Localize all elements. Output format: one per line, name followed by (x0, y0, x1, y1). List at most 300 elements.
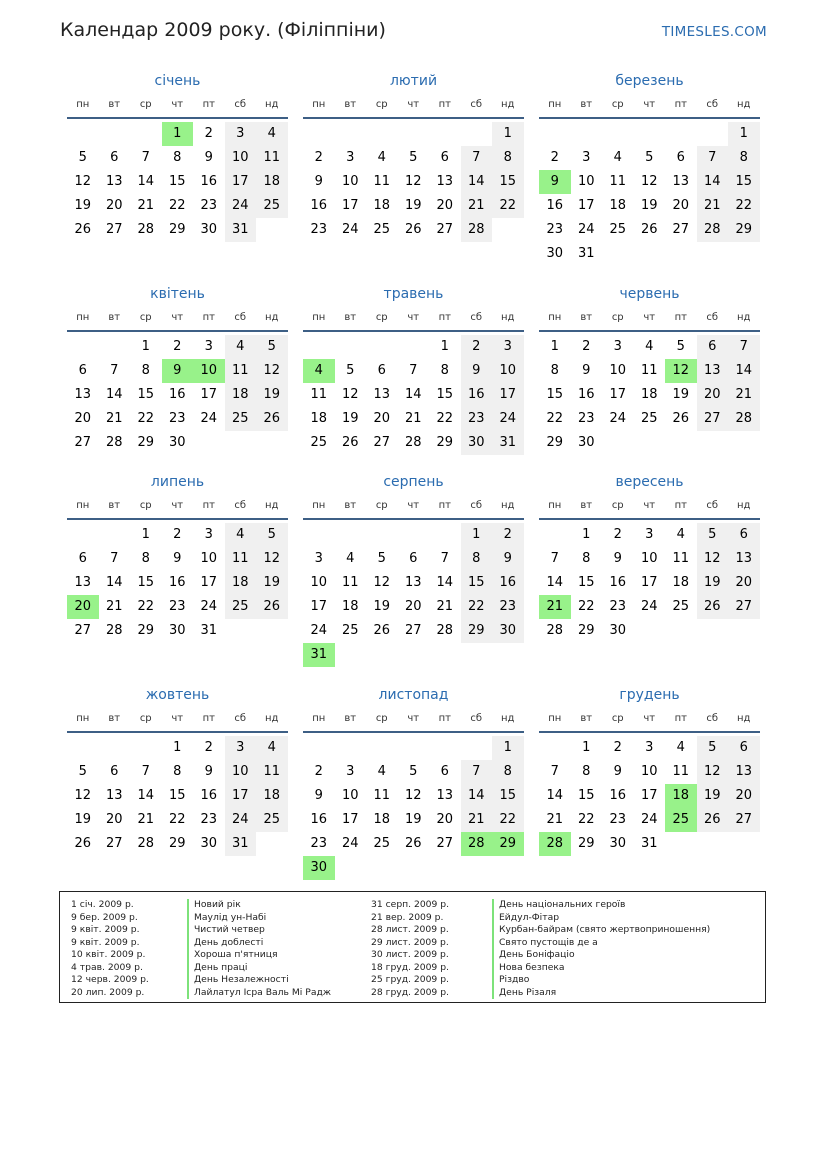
day-cell: 20 (697, 383, 729, 407)
month-name: жовтень (145, 687, 210, 703)
day-cell: 23 (310, 836, 328, 851)
legend-date: 4 трав. 2009 р. (71, 961, 143, 973)
day-cell: 9 (204, 150, 213, 165)
day-cell: 26 (697, 595, 729, 619)
day-cell: 17 (341, 812, 359, 827)
holiday-day-cell: 31 (303, 643, 335, 667)
weekday-label: пн (548, 312, 562, 323)
day-cell: 10 (200, 551, 218, 566)
day-cell: 7 (409, 363, 418, 378)
day-cell: 12 (373, 575, 391, 590)
day-cell: 4 (256, 736, 288, 760)
day-cell: 11 (640, 363, 658, 378)
day-cell: 4 (256, 122, 288, 146)
day-cell: 20 (404, 599, 422, 614)
day-cell: 17 (225, 784, 257, 808)
day-cell: 25 (373, 222, 391, 237)
day-cell: 12 (256, 359, 288, 383)
day-cell: 14 (436, 575, 454, 590)
weekday-label: чт (171, 312, 184, 323)
legend-holiday-name: Свято пустощів де а (492, 937, 710, 950)
weekday-label: чт (407, 312, 420, 323)
weekday-label: чт (643, 312, 656, 323)
legend-holiday-name: День Незалежності (187, 974, 331, 987)
day-cell: 8 (492, 146, 524, 170)
weekday-label: нд (737, 500, 751, 511)
month-8 (303, 474, 524, 662)
day-cell: 29 (168, 836, 186, 851)
day-cell: 30 (577, 435, 595, 450)
day-cell: 31 (225, 832, 257, 856)
legend-holiday-name: День Боніфаціо (492, 949, 710, 962)
day-cell: 30 (609, 623, 627, 638)
weekday-label: вт (344, 99, 357, 110)
day-cell: 27 (373, 435, 391, 450)
day-cell: 13 (728, 760, 760, 784)
day-cell: 1 (141, 339, 150, 354)
day-cell: 13 (74, 387, 92, 402)
month-name: листопад (378, 687, 449, 703)
header-rule (67, 330, 288, 332)
day-cell: 17 (577, 198, 595, 213)
month-1 (67, 73, 288, 237)
day-cell: 5 (256, 335, 288, 359)
day-cell: 12 (256, 547, 288, 571)
weekday-label: пн (76, 99, 90, 110)
legend-date: 9 бер. 2009 р. (71, 911, 138, 923)
weekday-header (539, 312, 760, 326)
day-cell: 4 (676, 527, 685, 542)
legend-holiday-name: Хороша п'ятниця (187, 949, 331, 962)
day-cell: 24 (341, 222, 359, 237)
legend-date: 9 квіт. 2009 р. (71, 924, 140, 935)
legend-date: 31 серп. 2009 р. (371, 899, 450, 910)
legend-holiday-name: Нова безпека (492, 962, 710, 975)
day-cell: 9 (461, 359, 493, 383)
day-cell: 2 (204, 740, 213, 755)
day-cell: 24 (577, 222, 595, 237)
day-cell: 2 (492, 523, 524, 547)
header-rule (303, 518, 524, 520)
header-rule (67, 731, 288, 733)
weekday-label: вт (108, 713, 121, 724)
day-cell: 17 (225, 170, 257, 194)
day-cell: 13 (672, 174, 690, 189)
day-cell: 16 (461, 383, 493, 407)
day-cell: 12 (404, 174, 422, 189)
day-cell: 29 (436, 435, 454, 450)
day-cell: 7 (550, 764, 559, 779)
weekday-label: пн (76, 713, 90, 724)
day-cell: 2 (613, 527, 622, 542)
weekday-label: сб (234, 312, 247, 323)
weekday-label: сб (470, 713, 483, 724)
day-cell: 8 (492, 760, 524, 784)
day-cell: 30 (200, 222, 218, 237)
day-cell: 7 (110, 363, 119, 378)
day-cell: 4 (645, 339, 654, 354)
day-cell: 7 (141, 764, 150, 779)
day-cell: 28 (137, 222, 155, 237)
weekday-label: ср (611, 713, 624, 724)
weekday-label: вт (580, 713, 593, 724)
weekday-label: пт (674, 500, 687, 511)
day-cell: 30 (609, 836, 627, 851)
day-cell: 21 (461, 808, 493, 832)
day-cell: 3 (492, 335, 524, 359)
day-cell: 23 (609, 599, 627, 614)
day-cell: 23 (310, 222, 328, 237)
holiday-day-cell: 28 (539, 832, 571, 856)
day-cell: 24 (310, 623, 328, 638)
header-rule (303, 330, 524, 332)
day-cell: 24 (609, 411, 627, 426)
legend-holiday-name: Лайлатул Ісра Валь Мі Радж (187, 987, 331, 1000)
weekday-label: сб (234, 99, 247, 110)
holiday-day-cell: 12 (665, 359, 697, 383)
day-cell: 9 (314, 174, 323, 189)
day-cell: 14 (546, 788, 564, 803)
day-cell: 16 (609, 788, 627, 803)
day-cell: 24 (225, 194, 257, 218)
weekday-label: пн (548, 713, 562, 724)
day-cell: 15 (577, 575, 595, 590)
day-cell: 28 (461, 218, 493, 242)
day-cell: 8 (141, 551, 150, 566)
legend-names-left (187, 899, 331, 999)
day-cell: 6 (676, 150, 685, 165)
day-cell: 9 (204, 764, 213, 779)
day-cell: 27 (74, 623, 92, 638)
day-cell: 29 (137, 435, 155, 450)
day-cell: 19 (74, 198, 92, 213)
day-cell: 26 (404, 836, 422, 851)
day-cell: 10 (640, 551, 658, 566)
day-cell: 16 (577, 387, 595, 402)
day-cell: 8 (141, 363, 150, 378)
holiday-day-cell: 29 (492, 832, 524, 856)
legend-date: 12 черв. 2009 р. (71, 974, 149, 985)
day-cell: 11 (225, 359, 257, 383)
day-cell: 14 (461, 784, 493, 808)
day-cell: 17 (341, 198, 359, 213)
day-cell: 14 (697, 170, 729, 194)
month-name: березень (615, 73, 684, 89)
day-cell: 16 (168, 575, 186, 590)
day-cell: 22 (137, 411, 155, 426)
day-cell: 27 (105, 222, 123, 237)
day-cell: 6 (78, 551, 87, 566)
day-cell: 15 (461, 571, 493, 595)
day-cell: 5 (377, 551, 386, 566)
day-cell: 21 (137, 198, 155, 213)
weekday-label: нд (737, 713, 751, 724)
day-cell: 3 (204, 527, 213, 542)
month-11 (303, 687, 524, 875)
day-cell: 23 (168, 411, 186, 426)
day-cell: 2 (613, 740, 622, 755)
day-cell: 23 (492, 595, 524, 619)
day-cell: 10 (609, 363, 627, 378)
day-cell: 20 (672, 198, 690, 213)
day-cell: 16 (310, 812, 328, 827)
day-cell: 16 (546, 198, 564, 213)
weekday-label: чт (407, 99, 420, 110)
day-cell: 30 (168, 623, 186, 638)
day-cell: 1 (440, 339, 449, 354)
weekday-label: чт (171, 500, 184, 511)
weekday-label: пн (76, 312, 90, 323)
day-cell: 8 (173, 150, 182, 165)
day-cell: 20 (105, 198, 123, 213)
day-cell: 27 (404, 623, 422, 638)
legend-holiday-name: Різдво (492, 974, 710, 987)
weekday-header (303, 312, 524, 326)
day-cell: 3 (346, 764, 355, 779)
month-9 (539, 474, 760, 638)
day-cell: 19 (256, 383, 288, 407)
holiday-day-cell: 25 (665, 808, 697, 832)
day-cell: 23 (577, 411, 595, 426)
day-cell: 16 (609, 575, 627, 590)
day-cell: 9 (492, 547, 524, 571)
day-cell: 11 (310, 387, 328, 402)
weekday-header (67, 500, 288, 514)
day-cell: 26 (373, 623, 391, 638)
day-cell: 23 (609, 812, 627, 827)
month-name: липень (150, 474, 205, 490)
day-cell: 6 (78, 363, 87, 378)
legend-names-right (492, 899, 710, 999)
day-cell: 15 (436, 387, 454, 402)
day-cell: 19 (74, 812, 92, 827)
day-cell: 21 (105, 411, 123, 426)
weekday-label: ср (611, 99, 624, 110)
day-cell: 13 (436, 788, 454, 803)
day-cell: 28 (697, 218, 729, 242)
weekday-label: ср (375, 99, 388, 110)
weekday-label: пн (76, 500, 90, 511)
day-cell: 16 (168, 387, 186, 402)
day-cell: 13 (436, 174, 454, 189)
day-cell: 20 (74, 411, 92, 426)
day-cell: 15 (492, 170, 524, 194)
month-name: вересень (615, 474, 684, 490)
day-cell: 20 (373, 411, 391, 426)
day-cell: 14 (137, 788, 155, 803)
header-rule (539, 117, 760, 119)
day-cell: 16 (310, 198, 328, 213)
day-cell: 15 (728, 170, 760, 194)
day-cell: 24 (341, 836, 359, 851)
day-cell: 23 (461, 407, 493, 431)
weekday-label: нд (501, 312, 515, 323)
day-cell: 17 (640, 575, 658, 590)
legend-date: 28 лист. 2009 р. (371, 924, 449, 935)
day-cell: 12 (697, 547, 729, 571)
day-cell: 31 (577, 246, 595, 261)
day-cell: 1 (492, 122, 524, 146)
day-cell: 6 (697, 335, 729, 359)
legend-holiday-name: Курбан-байрам (свято жертвоприношення) (492, 924, 710, 937)
day-cell: 26 (404, 222, 422, 237)
month-name: грудень (619, 687, 680, 703)
day-cell: 22 (546, 411, 564, 426)
day-cell: 5 (697, 736, 729, 760)
weekday-label: пт (202, 99, 215, 110)
weekday-header (303, 713, 524, 727)
weekday-label: сб (234, 713, 247, 724)
day-cell: 11 (341, 575, 359, 590)
day-cell: 22 (168, 198, 186, 213)
day-cell: 13 (404, 575, 422, 590)
day-cell: 31 (492, 431, 524, 455)
weekday-header (67, 99, 288, 113)
day-cell: 10 (341, 788, 359, 803)
weekday-label: сб (234, 500, 247, 511)
weekday-label: сб (706, 500, 719, 511)
weekday-label: сб (470, 500, 483, 511)
day-cell: 14 (105, 575, 123, 590)
day-cell: 28 (436, 623, 454, 638)
weekday-label: пт (202, 500, 215, 511)
day-cell: 24 (640, 812, 658, 827)
month-name: лютий (389, 73, 438, 89)
day-cell: 7 (461, 146, 493, 170)
day-cell: 2 (314, 764, 323, 779)
header-rule (67, 518, 288, 520)
weekday-label: вт (580, 312, 593, 323)
day-cell: 3 (225, 736, 257, 760)
weekday-label: сб (706, 312, 719, 323)
day-cell: 26 (256, 595, 288, 619)
day-cell: 30 (200, 836, 218, 851)
weekday-label: чт (643, 713, 656, 724)
day-cell: 3 (645, 740, 654, 755)
day-cell: 20 (728, 784, 760, 808)
weekday-label: нд (737, 312, 751, 323)
day-cell: 13 (697, 359, 729, 383)
weekday-label: пн (548, 500, 562, 511)
weekday-label: нд (265, 500, 279, 511)
day-cell: 18 (225, 571, 257, 595)
day-cell: 28 (105, 623, 123, 638)
day-cell: 28 (404, 435, 422, 450)
weekday-label: пн (312, 500, 326, 511)
day-cell: 19 (697, 571, 729, 595)
month-2 (303, 73, 524, 237)
header-rule (67, 117, 288, 119)
day-cell: 29 (577, 836, 595, 851)
header-rule (539, 330, 760, 332)
day-cell: 26 (640, 222, 658, 237)
day-cell: 26 (256, 407, 288, 431)
day-cell: 24 (640, 599, 658, 614)
legend-dates-right (371, 899, 449, 999)
day-cell: 6 (110, 150, 119, 165)
day-cell: 18 (672, 575, 690, 590)
day-cell: 6 (728, 736, 760, 760)
day-cell: 22 (137, 599, 155, 614)
weekday-label: пн (548, 99, 562, 110)
day-cell: 8 (728, 146, 760, 170)
day-cell: 22 (577, 599, 595, 614)
header-rule (303, 117, 524, 119)
day-cell: 23 (200, 812, 218, 827)
day-cell: 7 (550, 551, 559, 566)
day-cell: 24 (225, 808, 257, 832)
holiday-day-cell: 1 (162, 122, 194, 146)
day-cell: 2 (314, 150, 323, 165)
day-cell: 2 (550, 150, 559, 165)
day-cell: 11 (672, 764, 690, 779)
day-cell: 19 (640, 198, 658, 213)
day-cell: 6 (440, 150, 449, 165)
day-cell: 15 (492, 784, 524, 808)
weekday-label: вт (580, 500, 593, 511)
holiday-day-cell: 4 (303, 359, 335, 383)
day-cell: 21 (697, 194, 729, 218)
day-cell: 29 (461, 619, 493, 643)
day-cell: 28 (546, 623, 564, 638)
day-cell: 19 (373, 599, 391, 614)
day-cell: 3 (645, 527, 654, 542)
weekday-label: ср (375, 500, 388, 511)
day-cell: 27 (672, 222, 690, 237)
day-cell: 22 (492, 194, 524, 218)
day-cell: 9 (314, 788, 323, 803)
day-cell: 15 (137, 575, 155, 590)
day-cell: 13 (373, 387, 391, 402)
day-cell: 27 (697, 407, 729, 431)
weekday-header (67, 713, 288, 727)
day-cell: 19 (341, 411, 359, 426)
day-cell: 14 (137, 174, 155, 189)
weekday-label: сб (470, 99, 483, 110)
day-cell: 3 (582, 150, 591, 165)
day-cell: 18 (341, 599, 359, 614)
day-cell: 5 (78, 764, 87, 779)
weekday-label: вт (108, 312, 121, 323)
day-cell: 27 (74, 435, 92, 450)
day-cell: 9 (613, 551, 622, 566)
day-cell: 17 (609, 387, 627, 402)
day-cell: 28 (105, 435, 123, 450)
weekday-label: сб (470, 312, 483, 323)
day-cell: 28 (728, 407, 760, 431)
day-cell: 21 (137, 812, 155, 827)
day-cell: 29 (728, 218, 760, 242)
day-cell: 4 (676, 740, 685, 755)
brand-link[interactable]: TIMESLES.COM (661, 24, 767, 40)
day-cell: 18 (256, 784, 288, 808)
day-cell: 18 (373, 198, 391, 213)
legend-holiday-name: День праці (187, 962, 331, 975)
weekday-label: пт (438, 99, 451, 110)
day-cell: 15 (168, 174, 186, 189)
weekday-label: пт (438, 713, 451, 724)
legend-holiday-name: Новий рік (187, 899, 331, 912)
legend-date: 25 груд. 2009 р. (371, 974, 449, 985)
weekday-label: пт (438, 500, 451, 511)
day-cell: 21 (461, 194, 493, 218)
day-cell: 23 (546, 222, 564, 237)
day-cell: 20 (436, 812, 454, 827)
day-cell: 22 (461, 595, 493, 619)
page-title: Календар 2009 року. (Філіппіни) (60, 19, 386, 41)
weekday-label: ср (139, 713, 152, 724)
day-cell: 6 (409, 551, 418, 566)
